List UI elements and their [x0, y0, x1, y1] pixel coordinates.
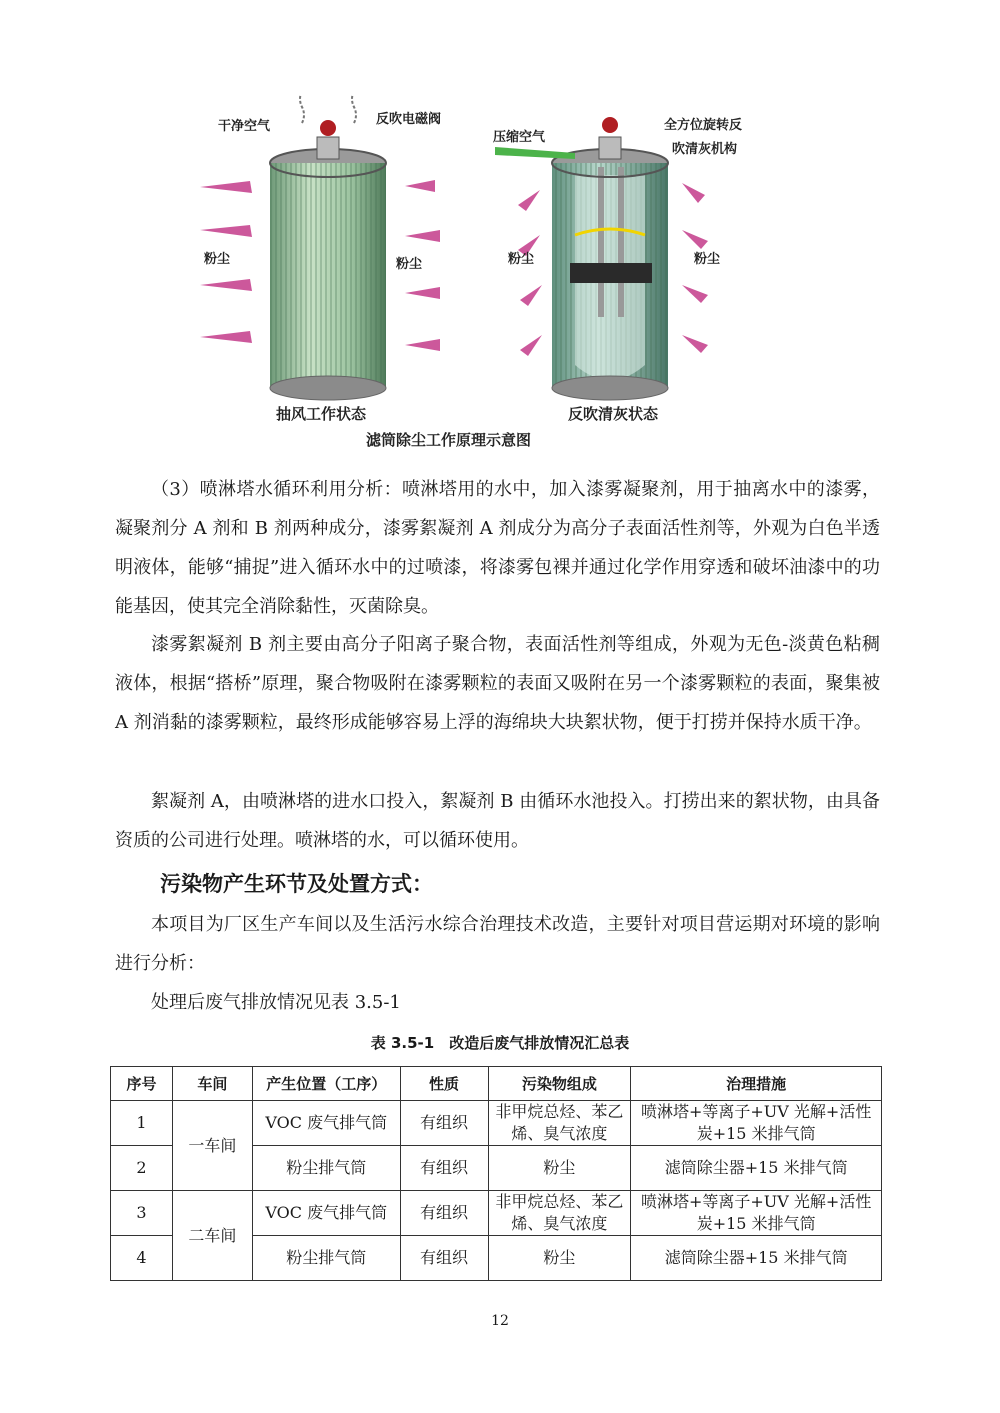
cell-no: 1	[111, 1101, 173, 1146]
header-measures: 治理措施	[631, 1067, 882, 1101]
cell-position: VOC 废气排气筒	[252, 1101, 400, 1146]
filter-cartridge-figure	[190, 95, 750, 455]
table-title: 表 3.5-1 改造后废气排放情况汇总表	[370, 1034, 630, 1052]
cell-measures: 喷淋塔+等离子+UV 光解+活性炭+15 米排气筒	[631, 1191, 882, 1236]
emission-table	[110, 1066, 882, 1281]
paragraph-spray-tower: （3）喷淋塔水循环利用分析：喷淋塔用的水中，加入漆雾凝聚剂，用于抽离水中的漆雾，凝聚剂分 A 剂和 B 剂两种成分，漆雾絮凝剂 A 剂成分为高分子表面活性剂等，外观为白色半透明液体，能够“捕捉”进入循环水中的过喷漆，将漆雾包裸并通过化学作用穿透和破坏油漆中的功能基因，使其完全消除黏性，灭菌除臭。	[115, 479, 880, 617]
solenoid-valve-icon	[320, 120, 336, 136]
section-heading: 污染物产生环节及处置方式：	[160, 872, 433, 896]
cell-pollutants: 粉尘	[488, 1146, 631, 1191]
paragraph-flocculant-b: 漆雾絮凝剂 B 剂主要由高分子阳离子聚合物，表面活性剂等组成，外观为无色-淡黄色粘稠液体，根据“搭桥”原理，聚合物吸附在漆雾颗粒的表面又吸附在另一个漆雾颗粒的表面，聚集被 A 剂消黏的漆雾颗粒，最终形成能够容易上浮的海绵块大块絮状物，便于打捞并保持水质干净。	[115, 634, 880, 733]
cell-pollutants: 非甲烷总烃、苯乙烯、臭气浓度	[488, 1101, 631, 1146]
label-solenoid-valve: 反吹电磁阀	[376, 112, 442, 127]
left-filter-cartridge	[270, 95, 386, 400]
figure-caption: 滤筒除尘工作原理示意图	[366, 431, 532, 449]
filter-diagram	[190, 95, 750, 455]
cell-measures: 滤筒除尘器+15 米排气筒	[631, 1146, 882, 1191]
label-clean-air: 干净空气	[218, 119, 271, 134]
header-pollutants: 污染物组成	[488, 1067, 631, 1101]
label-dust-2: 粉尘	[396, 257, 423, 272]
left-state-caption: 抽风工作状态	[276, 405, 367, 423]
header-position: 产生位置（工序）	[252, 1067, 400, 1101]
right-state-caption: 反吹清灰状态	[568, 405, 659, 423]
cell-measures: 喷淋塔+等离子+UV 光解+活性炭+15 米排气筒	[631, 1101, 882, 1146]
cell-no: 3	[111, 1191, 173, 1236]
label-compressed-air: 压缩空气	[493, 130, 546, 145]
cell-position: 粉尘排气筒	[252, 1236, 400, 1281]
label-rotary-mechanism-2: 吹清灰机构	[672, 142, 738, 157]
table-header-row	[111, 1067, 882, 1101]
label-dust-4: 粉尘	[694, 252, 721, 267]
label-rotary-mechanism-1: 全方位旋转反	[664, 118, 743, 133]
header-workshop: 车间	[172, 1067, 252, 1101]
rotary-valve-icon	[602, 117, 618, 133]
cell-workshop: 二车间	[172, 1191, 252, 1281]
cell-nature: 有组织	[400, 1191, 488, 1236]
paragraph-intro: 本项目为厂区生产车间以及生活污水综合治理技术改造，主要针对项目营运期对环境的影响进行分析：	[115, 914, 880, 974]
label-dust-1: 粉尘	[204, 252, 231, 267]
cell-position: VOC 废气排气筒	[252, 1191, 400, 1236]
cell-pollutants: 非甲烷总烃、苯乙烯、臭气浓度	[488, 1191, 631, 1236]
cell-pollutants: 粉尘	[488, 1236, 631, 1281]
table-row	[111, 1191, 882, 1236]
table-row	[111, 1101, 882, 1146]
label-dust-3: 粉尘	[508, 252, 535, 267]
header-nature: 性质	[400, 1067, 488, 1101]
page-number: 12	[491, 1313, 509, 1329]
paragraph-table-reference: 处理后废气排放情况见表 3.5-1	[151, 992, 401, 1013]
cell-position: 粉尘排气筒	[252, 1146, 400, 1191]
cell-workshop: 一车间	[172, 1101, 252, 1191]
compressed-air-arrow	[495, 147, 575, 159]
paragraph-flocculant-dosing: 絮凝剂 A，由喷淋塔的进水口投入，絮凝剂 B 由循环水池投入。打捞出来的絮状物，由具备资质的公司进行处理。喷淋塔的水，可以循环使用。	[115, 791, 880, 851]
cell-no: 4	[111, 1236, 173, 1281]
cell-measures: 滤筒除尘器+15 米排气筒	[631, 1236, 882, 1281]
cell-no: 2	[111, 1146, 173, 1191]
cell-nature: 有组织	[400, 1101, 488, 1146]
header-no: 序号	[111, 1067, 173, 1101]
cell-nature: 有组织	[400, 1236, 488, 1281]
cell-nature: 有组织	[400, 1146, 488, 1191]
